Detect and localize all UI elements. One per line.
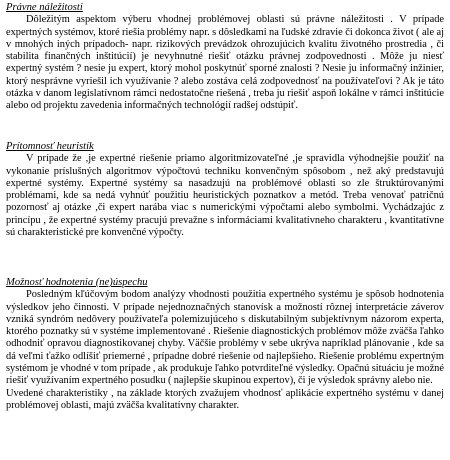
section-heuristics [0,141,450,239]
section-legal-aspects [0,2,450,113]
section-paragraph: Dôležitým aspektom výberu vhodnej problémovej oblasti sú právne náležitosti . V prípade expertných systémov, ktoré riešia problémy napr. s dôsledkami na ľudské zdravie či dokonca život ( ale aj v mnohých iných prípadoch- napr. rizikových prevádzok ohrozujúcich kvalitu životného prostredia , či stabilita finančných inštitúcií) je nevyhnutné riešiť otázku právnej zodpovednosti . Môže ju niesť expertný systém ? nesie ju expert, ktorý mohol poskytnúť sporné znalosti ? Nesie ju informačný inžinier, ktorý nesprávne vyriešil ich využívanie ? alebo zostáva celá zodpovednosť na používateľovi ? Ak je táto otázka v danom legislatívnom rámci nedostatočne riešená , treba ju riešiť aspoň lokálne v rámci inštitúcie alebo od projektu zavedenia informačných technológií radšej odstúpiť. [6,14,444,112]
section-paragraph: Posledným kľúčovým bodom analýzy vhodnosti použitia expertného systému je spôsob hodnotenia výsledkov jeho činnosti. V prípade nejednoznačných stanovísk a možností rôznej interpretácie záverov vzniká syndróm nedôvery používateľa polemizujúceho s diskutabilným subjektívnym názorom experta, ktorého poznatky sú v systéme implementované . Riešenie diagnostických problémov môže zväčša ľahko odhodniť opravou diagnostikovanej chyby. Väčšie problémy v sebe ukrýva napríklad plánovanie , kde sa dá veľmi ťažko odlíšiť priemerné , prípadne dobré riešenie od najlepšieho. Riešenie problému expertným systémom je vhodné v tom prípade , ak produkuje ľahko potvrditeľné výsledky. Opačnú situáciu je možné riešiť využívaním expertného posudku ( najlepšie skupinou expertov), či je výsledok správny alebo nie. [6,289,444,387]
section-heading: Prítomnosť heuristík [6,141,94,152]
section-heading: Právne náležitosti [6,2,83,13]
section-evaluation [0,277,450,412]
section-paragraph: Uvedené charakteristiky , na základe ktorých zvažujem vhodnosť aplikácie expertného systému v danej problémovej oblasti, majú zväčša kvalitatívny charakter. [6,387,444,411]
section-heading: Možnosť hodnotenia (ne)úspechu [6,277,148,288]
section-paragraph: V prípade že ,je expertné riešenie priamo algoritmizovateľné ,je spravidla výhodnejšie použiť na vykonanie príslušných algoritmov výpočtovú techniku konvenčným spôsobom , než aký predstavujú expertné systémy. Expertné systémy sa nasadzujú na problémové oblasti so zle štruktúrovanými problémami, kde sa nedá vyhnúť použitiu heuristických poznatkov a metód. Treba venovať patričnú pozornosť aj otázke ,či expert narába viac s numerickými výpočtami alebo symbolmi. Vychádzajúc z princípu , že expertné systémy pracujú prevažne s informáciami kvalitatívneho charakteru , kvantitatívne sú charakteristické pre konvenčné výpočty. [6,153,444,239]
